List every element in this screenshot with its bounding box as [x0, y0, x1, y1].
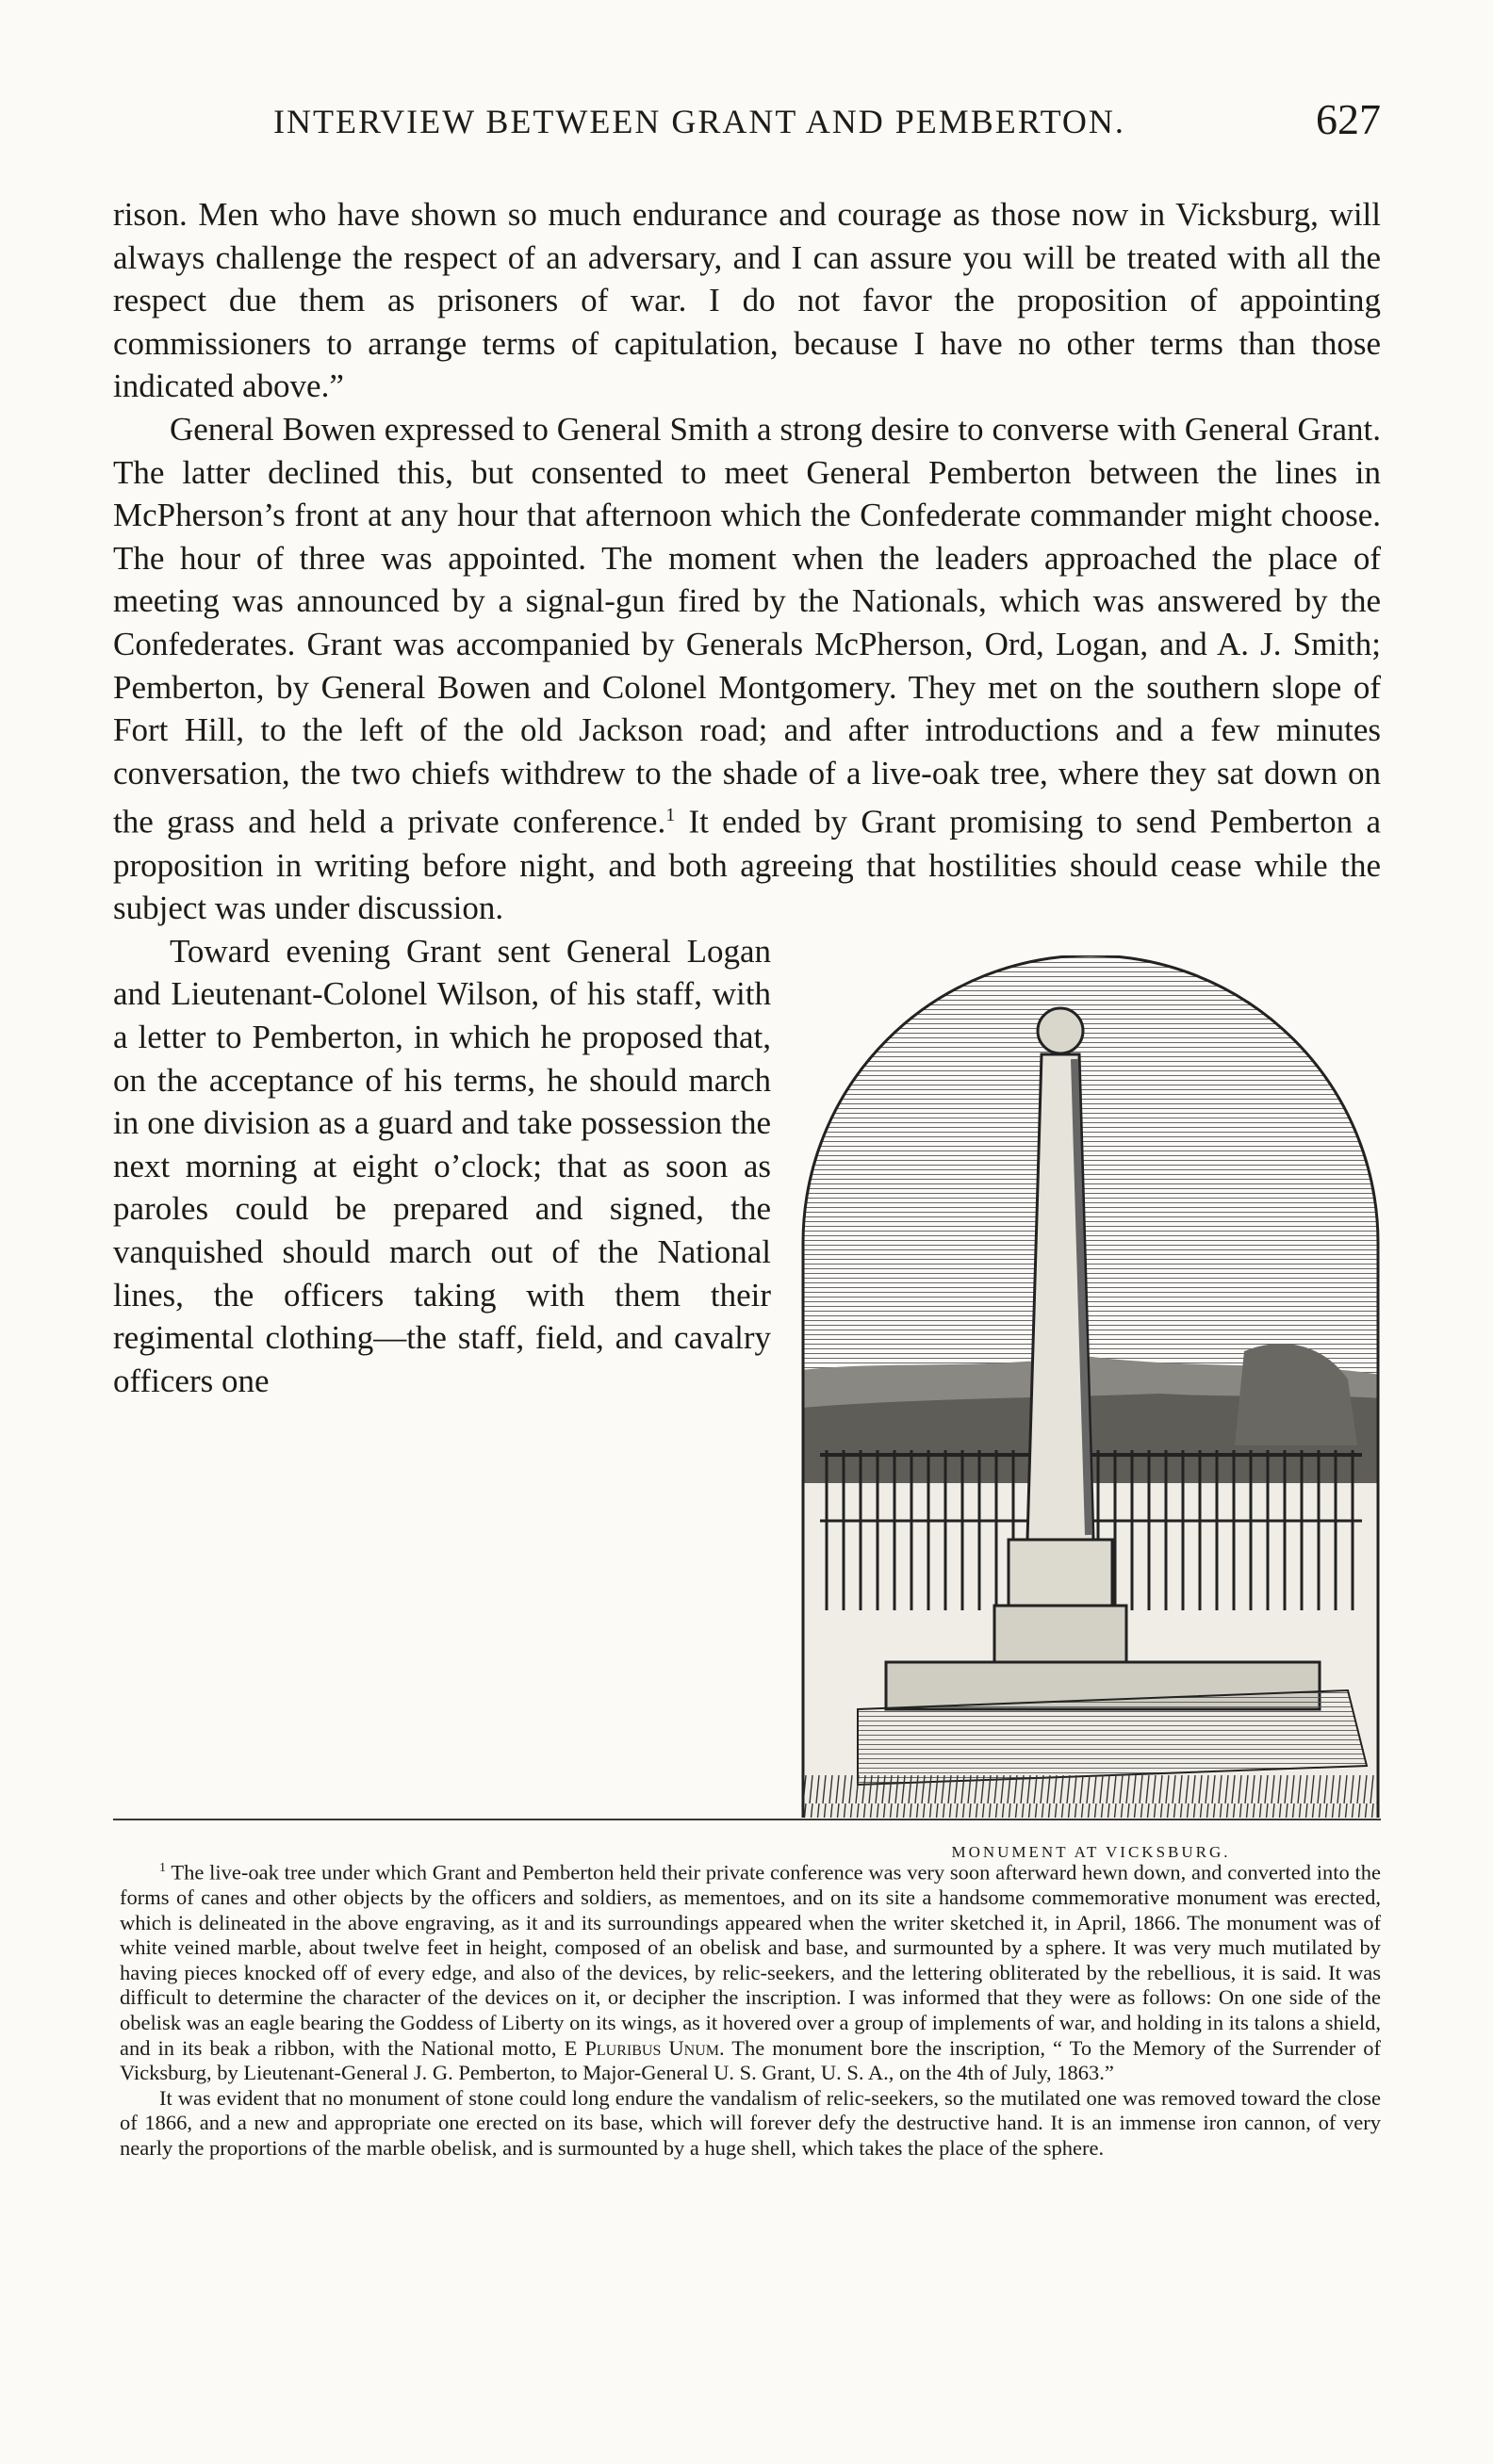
page-header: [113, 94, 1381, 151]
paragraph-2-end: It ended by Grant promising to send Pemberton a proposition in writing before night, and both agreeing that hostilities should cease while the subject was under discussion.: [113, 803, 1381, 927]
monument-figure: [801, 955, 1381, 1874]
footnote-ref[interactable]: 1: [665, 805, 676, 826]
running-head: INTERVIEW BETWEEN GRANT AND PEMBERTON.: [273, 103, 1125, 140]
main-text: [113, 193, 1381, 1886]
monument-engraving: [801, 955, 1381, 1819]
figure-caption: MONUMENT AT VICKSBURG.: [951, 1842, 1231, 1861]
paragraph-2-text: General Bowen expressed to General Smith a strong desire to converse with General Grant. The latter declined this, but consented to meet General Pemberton between the lines in McPherson’s front at any hour that afternoon which the Confederate commander might choose. The hour of three was appointed. The moment when the leaders approached the place of meeting was announced by a signal-gun fired by the Nationals, which was answered by the Confederates. Grant was accompanied by Generals McPherson, Ord, Logan, and A. J. Smith; Pemberton, by General Bowen and Colonel Montgomery. They met on the southern slope of Fort Hill, to the left of the old Jackson road; and after introductions and a few minutes conversation, the two chiefs withdrew to the shade of a live-oak tree, where they sat down on the grass and held a private conference.: [113, 410, 1381, 840]
footnote-1: [120, 1856, 1381, 2086]
footnote-1-text-a: The live-oak tree under which Grant and Pemberton held their private conference was very soon afterward hewn down, and converted into the forms of canes and other objects by the officers and soldiers, as mementoes, and on its site a handsome commemorative monument was erected, which is delineated in the above engraving, as it and its surroundings appeared when the writer sketched it, in April, 1866. The monument was of white veined marble, about twelve feet in height, composed of an obelisk and base, and surmounted by a sphere. It was very much mutilated by having pieces knocked off of every edge, and also of the devices, by relic-seekers, and the lettering obliterated by the rebellious, it is said. It was difficult to determine the character of the devices on it, or decipher the inscription. I was informed that they were as follows: On one side of the obelisk was an eagle bearing the Goddess of Liberty on its wings, as it hovered over a group of implements of war, and holding in its talons a shield, and in its beak a ribbon, with the National motto, E: [120, 1860, 1381, 2060]
footnote-divider: [113, 1819, 1381, 1820]
national-motto: Pluribus Unum.: [584, 2035, 725, 2060]
paragraph-2: [113, 408, 1381, 930]
footnotes: [120, 1856, 1381, 2162]
footnote-1-continuation: It was evident that no monument of stone could long endure the vandalism of relic-seekers, so the mutilated one was removed toward the close of 1866, and a new and appropriate one erected on its base, which will forever defy the destructive hand. It is an immense iron cannon, of very nearly the proportions of the marble obelisk, and is surmounted by a huge shell, which takes the place of the sphere.: [120, 2085, 1381, 2161]
page-number: 627: [1316, 95, 1381, 143]
footnote-1-text-b: The monument bore the inscription, “ To the Memory of the Surrender of Vicksburg, by Lieutenant-General J. G. Pemberton, to Major-General U. S. Grant, U. S. A., on the 4th of July, 1863.”: [120, 2035, 1381, 2085]
paragraph-3: Toward evening Grant sent General Logan and Lieutenant-Colonel Wilson, of his staff, with a letter to Pemberton, in which he proposed that, on the acceptance of his terms, he should march in one division as a guard and take possession the next morning at eight o’clock; that as soon as paroles could be prepared and signed, the vanquished should march out of the National lines, the officers taking with them their regimental clothing—the staff, field, and cavalry officers one: [113, 932, 771, 1399]
footnote-1-marker: 1: [159, 1861, 166, 1875]
paragraph-1: rison. Men who have shown so much endurance and courage as those now in Vicksburg, will always challenge the respect of an adversary, and I can assure you will be treated with all the respect due them as prisoners of war. I do not favor the proposition of appointing commissioners to arrange terms of capitulation, because I have no other terms than those indicated above.”: [113, 196, 1381, 405]
